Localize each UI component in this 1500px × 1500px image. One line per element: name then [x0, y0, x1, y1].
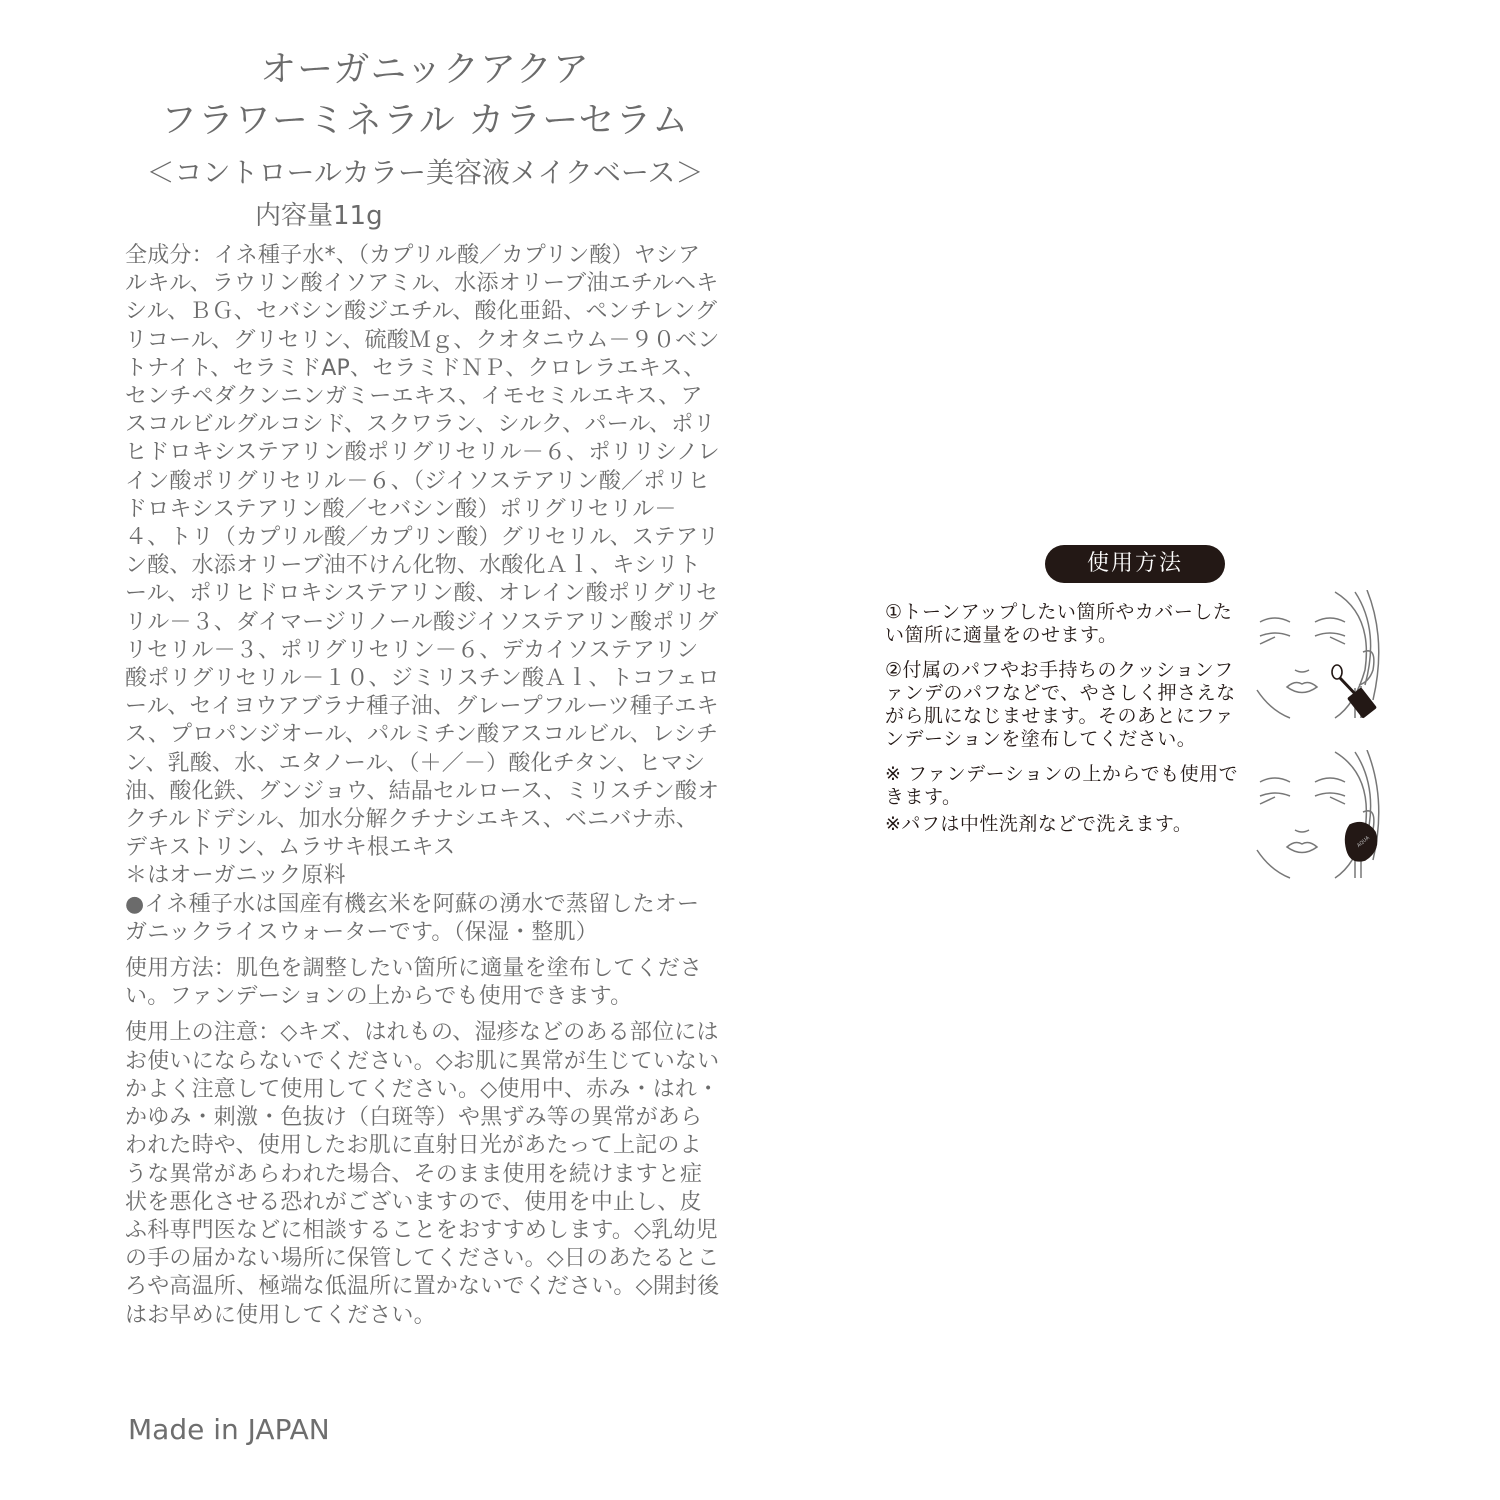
brand-name: オーガニックアクア — [260, 49, 590, 90]
usage-heading-badge: 使用方法 — [1045, 545, 1225, 583]
product-title-block — [120, 48, 730, 236]
directions-text: 使用方法：肌色を調整したい箇所に適量を塗布してください。ファンデーションの上からでも使用できます。 — [125, 956, 703, 1010]
cautions-text: 使用上の注意：◇キズ、はれもの、湿疹などのある部位にはお使いにならないでください。◇お肌に異常が生じていないかよく注意して使用してください。◇使用中、赤み・はれ・かゆみ・刺激・色抜け（白斑等）や黒ずみ等の異常があらわれた時や、使用したお肌に直射日光があたって上記のような異常があらわれた場合、そのまま使用を続けますと症状を悪化させる恐れがございますので、使用を中止し、皮ふ科専門医などに相談することをおすすめします。◇乳幼児の手の届かない場所に保管してください。◇日のあたるところや高温所、極端な低温所に置かないでください。◇開封後はお早めに使用してください。 — [125, 1020, 720, 1328]
product-info-column — [125, 242, 720, 1330]
product-category: ＜コントロールカラー美容液メイクベース＞ — [146, 156, 704, 189]
made-in-label: Made in JAPAN — [128, 1413, 330, 1446]
product-name: フラワーミネラル カラーセラム — [160, 100, 690, 141]
face-puff-icon — [1255, 750, 1385, 884]
usage-step-2: ②付属のパフやお手持ちのクッションファンデのパフなどで、やさしく押さえながら肌になじませます。そのあとにファンデーションを塗布してください。 — [885, 659, 1236, 750]
usage-note-2: ※パフは中性洗剤などで洗えます。 — [885, 813, 1193, 835]
usage-step-1: ①トーンアップしたい箇所やカバーしたい箇所に適量をのせます。 — [885, 601, 1233, 646]
face-applicator-icon — [1255, 590, 1385, 724]
usage-instructions — [885, 601, 1245, 848]
organic-note: ＊はオーガニック原料 — [125, 863, 346, 889]
rice-water-note: ●イネ種子水は国産有機玄米を阿蘇の湧水で蒸留したオーガニックライスウォーターです。（保湿・整肌） — [125, 891, 700, 945]
net-content: 内容量11g — [255, 201, 383, 231]
usage-note-1: ※ ファンデーションの上からでも使用できます。 — [885, 763, 1239, 808]
svg-text:AQUA: AQUA — [1356, 835, 1371, 849]
ingredients-list: 全成分：イネ種子水*、（カプリル酸／カプリン酸）ヤシアルキル、ラウリン酸イソアミル、水添オリーブ油エチルヘキシル、ＢＧ、セバシン酸ジエチル、酸化亜鉛、ペンチレングリコール、グリセリン、硫酸Ｍｇ、クオタニウム－９０ベントナイト、セラミドAP、セラミドＮＰ、クロレラエキス、センチペダクンニンガミーエキス、イモセミルエキス、アスコルビルグルコシド、スクワラン、シルク、パール、ポリヒドロキシステアリン酸ポリグリセリル－６、ポリリシノレイン酸ポリグリセリル－６、（ジイソステアリン酸／ポリヒドロキシステアリン酸／セバシン酸）ポリグリセリル－４、トリ（カプリル酸／カプリン酸）グリセリル、ステアリン酸、水添オリーブ油不けん化物、水酸化Ａｌ、キシリトール、ポリヒドロキシステアリン酸、オレイン酸ポリグリセリル－３、ダイマージリノール酸ジイソステアリン酸ポリグリセリル－３、ポリグリセリン－６、デカイソステアリン酸ポリグリセリル－１０、ジミリスチン酸Ａｌ、トコフェロール、セイヨウアブラナ種子油、グレープフルーツ種子エキス、プロパンジオール、パルミチン酸アスコルビル、レシチン、乳酸、水、エタノール、（＋／－）酸化チタン、ヒマシ油、酸化鉄、グンジョウ、結晶セルロース、ミリスチン酸オクチルドデシル、加水分解クチナシエキス、ベニバナ赤、デキストリン、ムラサキ根エキス — [125, 243, 720, 861]
